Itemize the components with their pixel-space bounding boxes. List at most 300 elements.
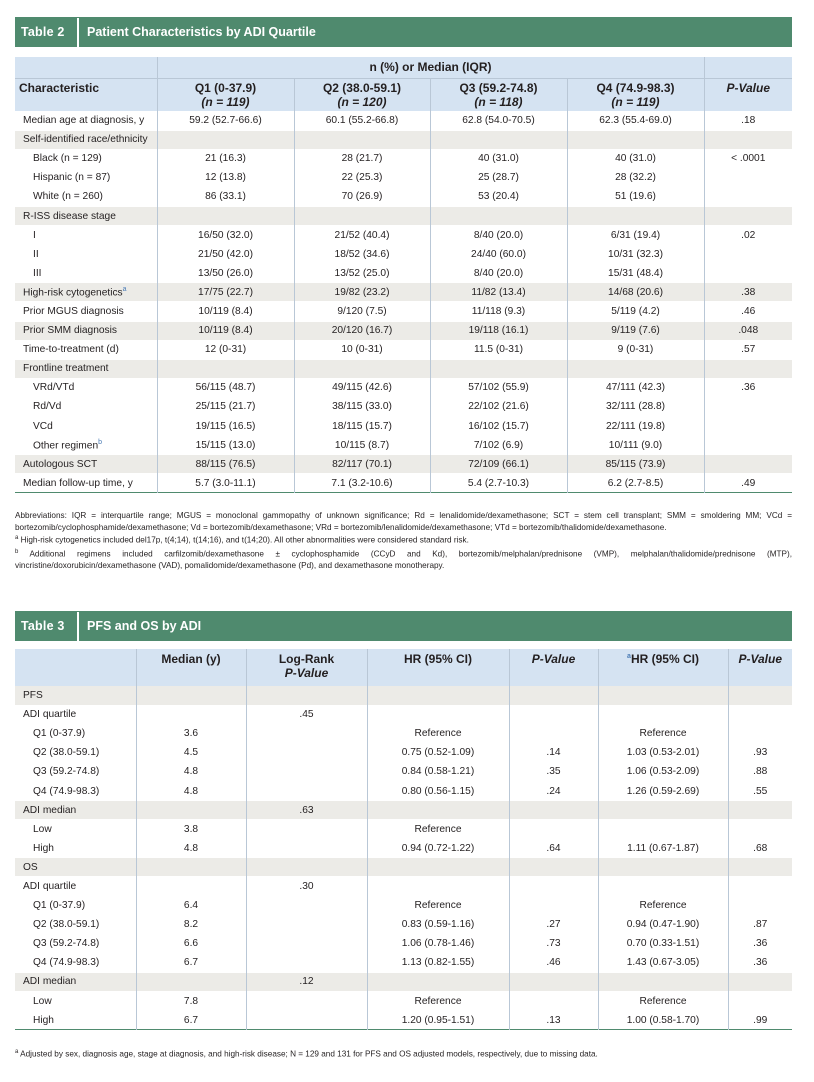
- table3-cell-ahr: Reference: [598, 724, 728, 743]
- table3-cell-ahr: [598, 972, 728, 991]
- table2-cell-q4: 6/31 (19.4): [567, 226, 704, 245]
- table2-cell-q4: [567, 130, 704, 149]
- table3-row-label: Q2 (38.0-59.1): [33, 747, 100, 759]
- table2-cell-q4: 51 (19.6): [567, 187, 704, 206]
- t3-col-logrank: [246, 649, 367, 686]
- table2-row-label: [15, 474, 157, 493]
- table2-cell-q2: 9/120 (7.5): [294, 302, 430, 321]
- table2-cell-pvalue: [704, 168, 792, 187]
- table3-cell-p1: [509, 705, 598, 724]
- table2-cell-pvalue: .38: [704, 283, 792, 302]
- col-characteristic: Characteristic: [19, 80, 100, 95]
- table2-cell-q2: 20/120 (16.7): [294, 321, 430, 340]
- table3-cell-logrank: [246, 992, 367, 1011]
- table3-cell-p2: [728, 972, 792, 991]
- col-q4-n: (n = 119): [611, 94, 660, 109]
- table2: [15, 57, 792, 493]
- table2-row-label: [15, 359, 157, 378]
- table2-cell-q1: 21/50 (42.0): [157, 245, 294, 264]
- table3-row: [15, 896, 792, 915]
- table3-notes: [15, 1047, 792, 1060]
- table3-cell-hr: Reference: [367, 724, 509, 743]
- table3-cell-hr: [367, 686, 509, 705]
- table2-cell-q4: 9 (0-31): [567, 340, 704, 359]
- table2-cell-q2: 38/115 (33.0): [294, 397, 430, 416]
- table2-row-label: [15, 321, 157, 340]
- table3-cell-ahr: Reference: [598, 992, 728, 1011]
- table3-cell-p2: .93: [728, 743, 792, 762]
- table2-cell-q2: 22 (25.3): [294, 168, 430, 187]
- table3-cell-median: [136, 858, 246, 877]
- table3-row-label: Q2 (38.0-59.1): [33, 919, 100, 931]
- table2-row-label: [15, 168, 157, 187]
- table2-cell-q1: 13/50 (26.0): [157, 264, 294, 283]
- table2-row-label-text: R-ISS disease stage: [23, 210, 116, 222]
- table3-cell-p1: .64: [509, 839, 598, 858]
- table2-cell-q1: [157, 130, 294, 149]
- table3-row-label: Low: [33, 823, 52, 835]
- table2-cell-pvalue: [704, 417, 792, 436]
- table3-cell-p1: [509, 877, 598, 896]
- table2-row-label: [15, 378, 157, 397]
- table3-cell-ahr: [598, 686, 728, 705]
- table2-header: [15, 17, 792, 47]
- table2-row: [15, 130, 792, 149]
- table2-cell-q2: 18/115 (15.7): [294, 417, 430, 436]
- table2-spanner: n (%) or Median (IQR): [157, 57, 704, 78]
- table3-cell-p1: [509, 858, 598, 877]
- table3-row: [15, 781, 792, 800]
- table3-cell-hr: [367, 858, 509, 877]
- table2-row-label-text: III: [33, 267, 42, 279]
- table2-cell-q2: 60.1 (55.2-66.8): [294, 111, 430, 130]
- table2-cell-q4: 40 (31.0): [567, 149, 704, 168]
- table2-cell-q2: 18/52 (34.6): [294, 245, 430, 264]
- table3-cell-p2: [728, 820, 792, 839]
- table2-cell-q4: [567, 206, 704, 225]
- table3-cell-p2: [728, 992, 792, 1011]
- table3-cell-p2: [728, 686, 792, 705]
- table2-cell-q4: 22/111 (19.8): [567, 417, 704, 436]
- table2-row: [15, 111, 792, 130]
- table2-cell-q3: 7/102 (6.9): [430, 436, 567, 455]
- table3-row: [15, 858, 792, 877]
- table2-row: [15, 264, 792, 283]
- table3-cell-p2: .87: [728, 915, 792, 934]
- table3: [15, 649, 792, 1030]
- table2-cell-q3: 22/102 (21.6): [430, 397, 567, 416]
- table3-cell-logrank: [246, 724, 367, 743]
- table3-cell-ahr: [598, 877, 728, 896]
- t3-col-ahr-text: HR (95% CI): [630, 652, 699, 666]
- col-q4-range: Q4 (74.9-98.3): [596, 80, 675, 95]
- table2-cell-q1: 12 (13.8): [157, 168, 294, 187]
- table2-cell-q1: 10/119 (8.4): [157, 321, 294, 340]
- table2-row-label-text: Time-to-treatment (d): [23, 344, 119, 356]
- table3-cell-p1: [509, 992, 598, 1011]
- table2-row: [15, 168, 792, 187]
- table2-row-footnote-marker: b: [98, 438, 103, 446]
- table3-cell-median: 6.7: [136, 1011, 246, 1030]
- col-q4: [567, 78, 704, 111]
- col-q2: [294, 78, 430, 111]
- table3-cell-logrank: [246, 762, 367, 781]
- table3-cell-p2: .55: [728, 781, 792, 800]
- table2-cell-q3: 19/118 (16.1): [430, 321, 567, 340]
- table2-cell-q1: 5.7 (3.0-11.1): [157, 474, 294, 493]
- table3-row-label: Q3 (59.2-74.8): [33, 938, 100, 950]
- table3-row: [15, 743, 792, 762]
- table3-cell-p2: .88: [728, 762, 792, 781]
- table2-row-label-text: White (n = 260): [33, 191, 103, 203]
- table2-row-label-text: High-risk cytogenetics: [23, 287, 123, 299]
- table3-cell-logrank: [246, 934, 367, 953]
- table2-row-label-text: II: [33, 248, 39, 260]
- table3-cell-median: 6.4: [136, 896, 246, 915]
- table2-cell-q2: 82/117 (70.1): [294, 455, 430, 474]
- table2-cell-pvalue: .46: [704, 302, 792, 321]
- table3-footnote-sup: a: [15, 1049, 19, 1055]
- table2-cell-q2: 7.1 (3.2-10.6): [294, 474, 430, 493]
- table2-cell-q4: 15/31 (48.4): [567, 264, 704, 283]
- table2-abbreviations: Abbreviations: IQR = interquartile range; MGUS = monoclonal gammopathy of unknown significance; Rd = lenalidomide/dexamethasone; SCT = stem cell transplant; SMM = smoldering MM; VCd = bortezomib/cyclophosphamide/dexamethasone; Vd = bortezomib/dexamethasone; VRd = bortezomib/lenalidomide/dexamethasone; VTd = bortezomib/thalidomide/dexamethasone.: [15, 511, 792, 532]
- table3-cell-logrank: [246, 781, 367, 800]
- table2-cell-pvalue: < .0001: [704, 149, 792, 168]
- table2-footnote-b-text: Additional regimens included carfilzomib/dexamethasone ± cyclophosphamide (CCyD and Kd), bortezomib/melphalan/prednisone (VMP), melphalan/thalidomide/prednisone (MTP), vincristine/doxorubicin/dexamethasone (VAD), pomalidomide/dexamethasone (Pd), and dexamethasone monotherapy.: [15, 549, 792, 570]
- table2-row-label-text: Frontline treatment: [23, 363, 109, 375]
- table2-cell-pvalue: [704, 130, 792, 149]
- table3-cell-p2: .99: [728, 1011, 792, 1030]
- table2-row-label: [15, 226, 157, 245]
- t3-col-p2: P-Value: [728, 649, 792, 686]
- table2-cell-pvalue: [704, 206, 792, 225]
- table2-row: [15, 455, 792, 474]
- table3-cell-hr: Reference: [367, 992, 509, 1011]
- table3-row: [15, 839, 792, 858]
- table3-cell-p1: .73: [509, 934, 598, 953]
- table3-cell-p1: [509, 801, 598, 820]
- table3-footnote: [15, 1047, 792, 1060]
- table3-row-label: Q4 (74.9-98.3): [33, 957, 100, 969]
- table2-cell-q1: 88/115 (76.5): [157, 455, 294, 474]
- table2-row: [15, 302, 792, 321]
- table3-cell-logrank: [246, 686, 367, 705]
- table2-cell-q3: [430, 130, 567, 149]
- table3-row-label: High: [33, 1014, 54, 1026]
- table2-cell-q2: [294, 130, 430, 149]
- table2-row-label: [15, 340, 157, 359]
- table2-cell-q3: [430, 206, 567, 225]
- table2-row: [15, 474, 792, 493]
- table3-cell-hr: Reference: [367, 820, 509, 839]
- table2-cell-q1: [157, 206, 294, 225]
- table3-cell-median: [136, 801, 246, 820]
- table2-row-label-text: I: [33, 229, 36, 241]
- table3-cell-hr: [367, 877, 509, 896]
- table3-label: Table 3: [15, 612, 77, 641]
- table2-row-label: [15, 397, 157, 416]
- table2-row: [15, 378, 792, 397]
- table2-cell-q3: 11/82 (13.4): [430, 283, 567, 302]
- table2-cell-pvalue: [704, 264, 792, 283]
- col-q1-range: Q1 (0-37.9): [194, 80, 257, 95]
- table2-cell-pvalue: .49: [704, 474, 792, 493]
- table3-cell-median: 4.8: [136, 762, 246, 781]
- table2-cell-q2: 10/115 (8.7): [294, 436, 430, 455]
- table2-cell-q4: [567, 359, 704, 378]
- table3-cell-hr: [367, 801, 509, 820]
- table2-cell-q1: 12 (0-31): [157, 340, 294, 359]
- table2-title: Patient Characteristics by ADI Quartile: [79, 18, 792, 47]
- table2-cell-q4: 10/31 (32.3): [567, 245, 704, 264]
- table3-row: [15, 972, 792, 991]
- table3-cell-p1: .35: [509, 762, 598, 781]
- table3-cell-median: 4.8: [136, 781, 246, 800]
- table2-cell-pvalue: .02: [704, 226, 792, 245]
- table2-cell-q4: 47/111 (42.3): [567, 378, 704, 397]
- table2-cell-q1: 25/115 (21.7): [157, 397, 294, 416]
- table2-row-label-text: VRd/VTd: [33, 382, 75, 394]
- table3-cell-p1: .24: [509, 781, 598, 800]
- table2-row-label: [15, 455, 157, 474]
- table2-cell-q2: [294, 206, 430, 225]
- table2-row: [15, 359, 792, 378]
- table3-cell-p2: [728, 801, 792, 820]
- table3-cell-p2: [728, 705, 792, 724]
- table2-footnote-a: $^a$ High-risk cytogenetics included del17p, t(4;14), t(14;16), and t(14;20). All other abnormalities were considered standard risk.: [15, 535, 469, 545]
- table2-cell-q2: 19/82 (23.2): [294, 283, 430, 302]
- table2-cell-q4: 10/111 (9.0): [567, 436, 704, 455]
- table2-row-label: [15, 436, 157, 455]
- table2-cell-q1: 19/115 (16.5): [157, 417, 294, 436]
- table3-cell-logrank: [246, 953, 367, 972]
- table2-cell-q2: [294, 359, 430, 378]
- table3-cell-p2: .36: [728, 934, 792, 953]
- table2-row: [15, 417, 792, 436]
- table3-col-blank: [15, 649, 136, 686]
- table3-cell-ahr: [598, 801, 728, 820]
- t3-col-logrank-line1: Log-Rank: [278, 652, 335, 666]
- col-q2-n: (n = 120): [337, 94, 387, 109]
- table3-cell-hr: [367, 972, 509, 991]
- table3-cell-ahr: 0.94 (0.47-1.90): [598, 915, 728, 934]
- table3-cell-logrank: [246, 896, 367, 915]
- table3-cell-p1: .14: [509, 743, 598, 762]
- table3-cell-logrank: [246, 1011, 367, 1030]
- table2-row: [15, 149, 792, 168]
- table3-cell-ahr: [598, 858, 728, 877]
- table2-cell-pvalue: [704, 245, 792, 264]
- table2-cell-q3: 11.5 (0-31): [430, 340, 567, 359]
- table3-cell-p2: .68: [728, 839, 792, 858]
- table2-footnote-a-text: High-risk cytogenetics included del17p, t(4;14), t(14;16), and t(14;20). All other abnormalities were considered standard risk.: [20, 535, 469, 545]
- table3-cell-hr: 1.06 (0.78-1.46): [367, 934, 509, 953]
- col-q3: [430, 78, 567, 111]
- table2-cell-q1: 16/50 (32.0): [157, 226, 294, 245]
- table3-cell-median: 6.6: [136, 934, 246, 953]
- table2-cell-pvalue: .048: [704, 321, 792, 340]
- table2-row-label-text: Other regimen: [33, 440, 99, 452]
- t3-col-p1: P-Value: [509, 649, 598, 686]
- table2-cell-q3: 24/40 (60.0): [430, 245, 567, 264]
- table2-cell-q4: 14/68 (20.6): [567, 283, 704, 302]
- table2-cell-q3: 11/118 (9.3): [430, 302, 567, 321]
- table2-row: [15, 187, 792, 206]
- table2-row-label: [15, 130, 157, 149]
- table3-cell-ahr: 1.11 (0.67-1.87): [598, 839, 728, 858]
- table3-row: [15, 801, 792, 820]
- table2-cell-q3: 16/102 (15.7): [430, 417, 567, 436]
- table3-footnote-text: Adjusted by sex, diagnosis age, stage at diagnosis, and high-risk disease; N = 129 and 131 for PFS and OS adjusted models, respectively, due to missing data.: [20, 1049, 598, 1059]
- table3-row-label: ADI quartile: [23, 880, 77, 892]
- table2-row-label: [15, 302, 157, 321]
- table3-row-label: ADI quartile: [23, 709, 77, 721]
- table2-row-label: [15, 149, 157, 168]
- table3-cell-hr: 0.80 (0.56-1.15): [367, 781, 509, 800]
- table2-cell-q1: 10/119 (8.4): [157, 302, 294, 321]
- table2-row-footnote-marker: a: [122, 286, 127, 294]
- table2-row: [15, 226, 792, 245]
- table2-row: [15, 436, 792, 455]
- table2-cell-q4: 85/115 (73.9): [567, 455, 704, 474]
- table3-cell-logrank: .30: [246, 877, 367, 896]
- table3-cell-logrank: .12: [246, 972, 367, 991]
- table3-row-label: Q3 (59.2-74.8): [33, 766, 100, 778]
- table3-row-label: High: [33, 842, 54, 854]
- table3-cell-ahr: 1.00 (0.58-1.70): [598, 1011, 728, 1030]
- table2-cell-q2: 49/115 (42.6): [294, 378, 430, 397]
- table2-row: [15, 283, 792, 302]
- table2-row-label-text: Hispanic (n = 87): [33, 172, 111, 184]
- table3-cell-median: 3.8: [136, 820, 246, 839]
- table2-cell-pvalue: [704, 455, 792, 474]
- table3-cell-p2: [728, 896, 792, 915]
- t3-col-ahr: [598, 649, 728, 686]
- table3-row-label: Q4 (74.9-98.3): [33, 785, 100, 797]
- table3-cell-p1: [509, 724, 598, 743]
- col-pvalue: P-Value: [704, 78, 792, 111]
- table3-row: [15, 992, 792, 1011]
- table3-cell-p1: [509, 896, 598, 915]
- table2-row: [15, 206, 792, 225]
- table2-cell-q2: 70 (26.9): [294, 187, 430, 206]
- table3-row-label: OS: [15, 858, 136, 877]
- table3-cell-ahr: 0.70 (0.33-1.51): [598, 934, 728, 953]
- table2-cell-q2: 21/52 (40.4): [294, 226, 430, 245]
- table3-title: PFS and OS by ADI: [79, 612, 792, 641]
- table2-cell-q4: 28 (32.2): [567, 168, 704, 187]
- table2-cell-q1: [157, 359, 294, 378]
- table3-cell-p2: .36: [728, 953, 792, 972]
- table2-row-label-text: Rd/Vd: [33, 401, 62, 413]
- table3-cell-p1: [509, 686, 598, 705]
- table3-cell-ahr: [598, 820, 728, 839]
- table2-row-label: [15, 206, 157, 225]
- table3-row: [15, 953, 792, 972]
- table2-row: [15, 245, 792, 264]
- table2-cell-q4: 62.3 (55.4-69.0): [567, 111, 704, 130]
- table3-cell-hr: Reference: [367, 896, 509, 915]
- table3-cell-logrank: [246, 858, 367, 877]
- table3-cell-median: [136, 972, 246, 991]
- table2-cell-q2: 13/52 (25.0): [294, 264, 430, 283]
- table2-row-label: [15, 417, 157, 436]
- table2-cell-q3: 40 (31.0): [430, 149, 567, 168]
- table2-cell-pvalue: [704, 397, 792, 416]
- table2-row-label-text: Self-identified race/ethnicity: [23, 134, 148, 146]
- table2-row: [15, 321, 792, 340]
- table2-row-label-text: Median age at diagnosis, y: [23, 114, 145, 126]
- table2-notes: [15, 510, 792, 571]
- table3-cell-hr: 0.94 (0.72-1.22): [367, 839, 509, 858]
- t3-col-hr: HR (95% CI): [367, 649, 509, 686]
- table2-cell-q2: 28 (21.7): [294, 149, 430, 168]
- table3-row-label: PFS: [15, 686, 136, 705]
- t3-col-logrank-line2: P-Value: [284, 666, 329, 680]
- table3-row: [15, 705, 792, 724]
- table2-cell-q3: 53 (20.4): [430, 187, 567, 206]
- table3-cell-p1: [509, 820, 598, 839]
- table3-row-label: ADI median: [15, 801, 136, 820]
- table3-cell-ahr: Reference: [598, 896, 728, 915]
- table3-cell-p1: [509, 972, 598, 991]
- table3-row: [15, 762, 792, 781]
- table3-cell-median: [136, 877, 246, 896]
- table3-cell-hr: 0.84 (0.58-1.21): [367, 762, 509, 781]
- table3-cell-logrank: [246, 743, 367, 762]
- table2-cell-q3: 5.4 (2.7-10.3): [430, 474, 567, 493]
- col-q3-n: (n = 118): [474, 94, 523, 109]
- table3-cell-logrank: [246, 839, 367, 858]
- table2-spanner-blank-right: [704, 57, 792, 78]
- table3-row: [15, 915, 792, 934]
- table2-cell-q3: 8/40 (20.0): [430, 264, 567, 283]
- table2-cell-q1: 86 (33.1): [157, 187, 294, 206]
- table2-cell-pvalue: .18: [704, 111, 792, 130]
- table2-row-label: [15, 187, 157, 206]
- col-q1-n: (n = 119): [201, 94, 250, 109]
- table2-footnote-b: $^b$ Additional regimens included carfilzomib/dexamethasone ± cyclophosphamide (CCyD and Kd), bortezomib/melphalan/prednisone (VMP), melphalan/thalidomide/prednisone (MTP), vincristine/doxorubicin/dexamethasone (VAD), pomalidomide/dexamethasone (Pd), and dexamethasone monotherapy.: [15, 548, 792, 570]
- table2-row-label: [15, 111, 157, 130]
- table3-cell-logrank: .45: [246, 705, 367, 724]
- table3-cell-hr: [367, 705, 509, 724]
- table2-cell-q1: 59.2 (52.7-66.6): [157, 111, 294, 130]
- table2-cell-pvalue: .57: [704, 340, 792, 359]
- table3-cell-ahr: 1.06 (0.53-2.09): [598, 762, 728, 781]
- col-q1: [157, 78, 294, 111]
- table2-row-label-text: Autologous SCT: [23, 458, 98, 470]
- table3-cell-p2: [728, 724, 792, 743]
- table3-cell-ahr: [598, 705, 728, 724]
- table2-row: [15, 340, 792, 359]
- table3-row-label: Q1 (0-37.9): [33, 900, 86, 912]
- table2-cell-q1: 21 (16.3): [157, 149, 294, 168]
- table2-row-label: [15, 283, 157, 302]
- table3-row: [15, 877, 792, 896]
- table2-cell-pvalue: [704, 436, 792, 455]
- table3-row-label: Q1 (0-37.9): [33, 728, 86, 740]
- table2-cell-q4: 5/119 (4.2): [567, 302, 704, 321]
- table2-row-label: [15, 264, 157, 283]
- table3-row: [15, 686, 792, 705]
- table2-row-label-text: Prior MGUS diagnosis: [23, 305, 124, 317]
- table3-cell-logrank: [246, 915, 367, 934]
- table2-row-label-text: VCd: [33, 420, 53, 432]
- table2-cell-q2: 10 (0-31): [294, 340, 430, 359]
- table2-cell-pvalue: [704, 359, 792, 378]
- table2-cell-q3: [430, 359, 567, 378]
- table3-cell-median: 4.8: [136, 839, 246, 858]
